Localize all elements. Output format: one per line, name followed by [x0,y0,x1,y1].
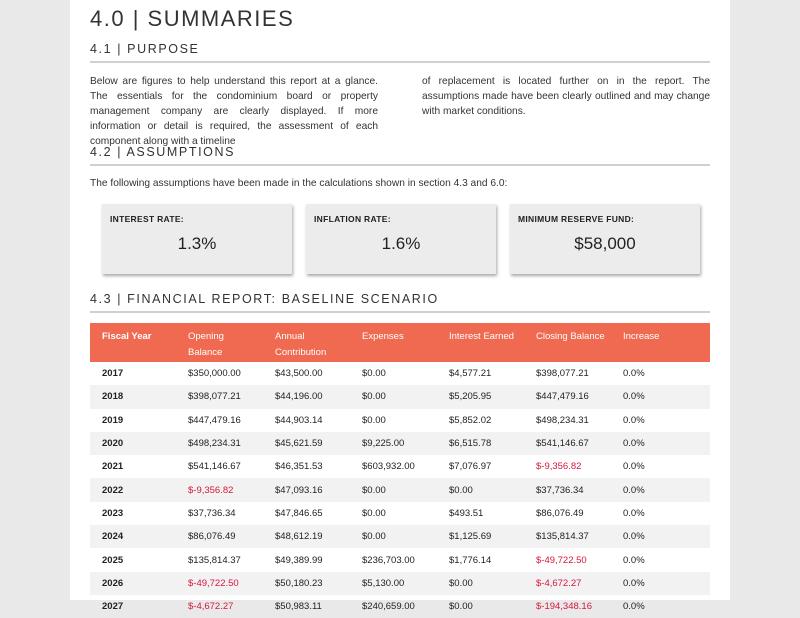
table-cell: 0.0% [623,601,645,613]
table-cell: $-4,672.27 [524,572,611,595]
fiscal-year-cell: 2026 [90,572,176,595]
table-cell: $498,234.31 [176,432,263,455]
column-header: Opening Balance [176,323,263,362]
table-cell: $86,076.49 [176,525,263,548]
table-cell: $9,225.00 [350,432,437,455]
table-cell: $236,703.00 [362,554,415,566]
table-cell: $-49,722.50 [176,572,263,595]
table-cell: $50,983.11 [275,601,322,613]
card-label: MINIMUM RESERVE FUND: [518,214,635,224]
table-cell: 0.0% [611,385,710,408]
table-cell: $43,500.00 [275,368,323,380]
table-cell: $0.00 [437,478,524,501]
fiscal-year-cell: 2019 [102,414,124,426]
financial-table-header [90,323,710,362]
table-cell: 0.0% [611,432,710,455]
page-title: 4.0 | SUMMARIES [90,6,295,31]
financial-table [90,323,710,618]
fiscal-year-cell: 2025 [102,554,124,566]
table-cell: $0.00 [437,572,524,595]
header-row [90,323,710,362]
table-cell: $44,196.00 [263,385,350,408]
table-cell: $0.00 [362,507,386,519]
column-header: Increase [611,323,710,362]
column-header: Fiscal Year [90,323,176,362]
financial-table-body [90,362,710,618]
assumptions-heading: 4.2 | ASSUMPTIONS [90,145,710,166]
table-cell: $37,736.34 [524,478,611,501]
table-cell: $45,621.59 [263,432,350,455]
purpose-heading: 4.1 | PURPOSE [90,42,710,63]
table-cell: $135,814.37 [188,554,241,566]
table-cell: $0.00 [350,525,437,548]
table-cell: $493.51 [449,507,484,519]
table-cell: $-9,356.82 [176,478,263,501]
table-cell: 0.0% [623,507,645,519]
table-row [90,595,710,618]
table-row [90,432,710,455]
column-header: Closing Balance [524,323,611,362]
table-cell: $5,205.95 [437,385,524,408]
table-cell: $541,146.67 [524,432,611,455]
table-cell: $5,130.00 [350,572,437,595]
interest-rate-card [102,204,292,274]
fiscal-year-cell: 2022 [90,478,176,501]
table-row [90,455,710,478]
table-cell: $47,846.65 [275,507,323,519]
table-cell: 0.0% [623,554,645,566]
table-cell: 0.0% [611,525,710,548]
purpose-paragraph-left: Below are figures to help understand this report at a glance. The essentials for the condominium board or property management company are clearly displayed. If more information or detail is required, the assessment of each component along with a timeline [90,76,378,147]
fiscal-year-cell: 2018 [90,385,176,408]
table-cell: $-194,348.16 [536,601,592,613]
table-cell: $447,479.16 [188,414,241,426]
inflation-rate-card [306,204,496,274]
table-cell: 0.0% [611,572,710,595]
table-cell: $44,903.14 [275,414,323,426]
table-cell: $7,076.97 [449,461,492,473]
table-row [90,548,710,571]
table-cell: $0.00 [350,385,437,408]
table-cell: $541,146.67 [188,461,241,473]
table-cell: $240,659.00 [362,601,415,613]
table-cell: $0.00 [362,414,386,426]
table-cell: $0.00 [350,478,437,501]
table-cell: $398,077.21 [536,368,589,380]
fiscal-year-cell: 2021 [102,461,124,473]
table-cell: $49,389.99 [275,554,323,566]
table-cell: $603,932.00 [362,461,415,473]
table-cell: $-4,672.27 [188,601,234,613]
table-cell: $-49,722.50 [536,554,587,566]
purpose-paragraph-right: of replacement is located further on in the report. The assumptions made have been clearly outlined and may change with market conditions. [422,76,710,117]
fiscal-year-cell: 2024 [90,525,176,548]
table-cell: $37,736.34 [188,507,236,519]
minimum-reserve-fund-card [510,204,700,274]
card-value: $58,000 [574,234,636,253]
column-header: Annual Contribution [263,323,350,362]
table-cell: 0.0% [623,368,645,380]
table-cell: $50,180.23 [263,572,350,595]
assumptions-lead: The following assumptions have been made in the calculations shown in section 4.3 and 6.0: [90,178,508,189]
assumption-cards [102,204,700,274]
table-cell: $350,000.00 [188,368,241,380]
table-cell: $398,077.21 [176,385,263,408]
table-row [90,525,710,548]
fiscal-year-cell: 2020 [90,432,176,455]
table-cell: $47,093.16 [263,478,350,501]
fiscal-year-cell: 2023 [102,507,124,519]
table-row [90,572,710,595]
table-cell: $4,577.21 [449,368,492,380]
table-cell: $5,852.02 [449,414,492,426]
card-label: INTEREST RATE: [110,214,184,224]
table-cell: 0.0% [611,478,710,501]
table-cell: $6,515.78 [437,432,524,455]
table-cell: 0.0% [623,414,645,426]
table-cell: $498,234.31 [536,414,589,426]
card-value: 1.3% [177,234,217,253]
table-row [90,409,710,432]
table-cell: $48,612.19 [263,525,350,548]
table-cell: $1,776.14 [449,554,492,566]
table-row [90,478,710,501]
table-cell: $-9,356.82 [536,461,582,473]
table-row [90,502,710,525]
column-header: Interest Earned [437,323,524,362]
column-header: Expenses [350,323,437,362]
fiscal-year-cell: 2027 [102,601,124,613]
table-cell: $46,351.53 [275,461,323,473]
table-cell: $0.00 [449,601,473,613]
table-cell: $86,076.49 [536,507,584,519]
fiscal-year-cell: 2017 [102,368,124,380]
table-cell: 0.0% [623,461,645,473]
card-label: INFLATION RATE: [314,214,391,224]
financial-heading: 4.3 | FINANCIAL REPORT: BASELINE SCENARIO [90,292,710,313]
table-cell: $135,814.37 [524,525,611,548]
table-cell: $447,479.16 [524,385,611,408]
report-page [70,0,730,613]
card-value: 1.6% [381,234,421,253]
table-cell: $1,125.69 [437,525,524,548]
table-cell: $0.00 [362,368,386,380]
purpose-text [90,74,710,149]
table-row [90,385,710,408]
table-row [90,362,710,385]
